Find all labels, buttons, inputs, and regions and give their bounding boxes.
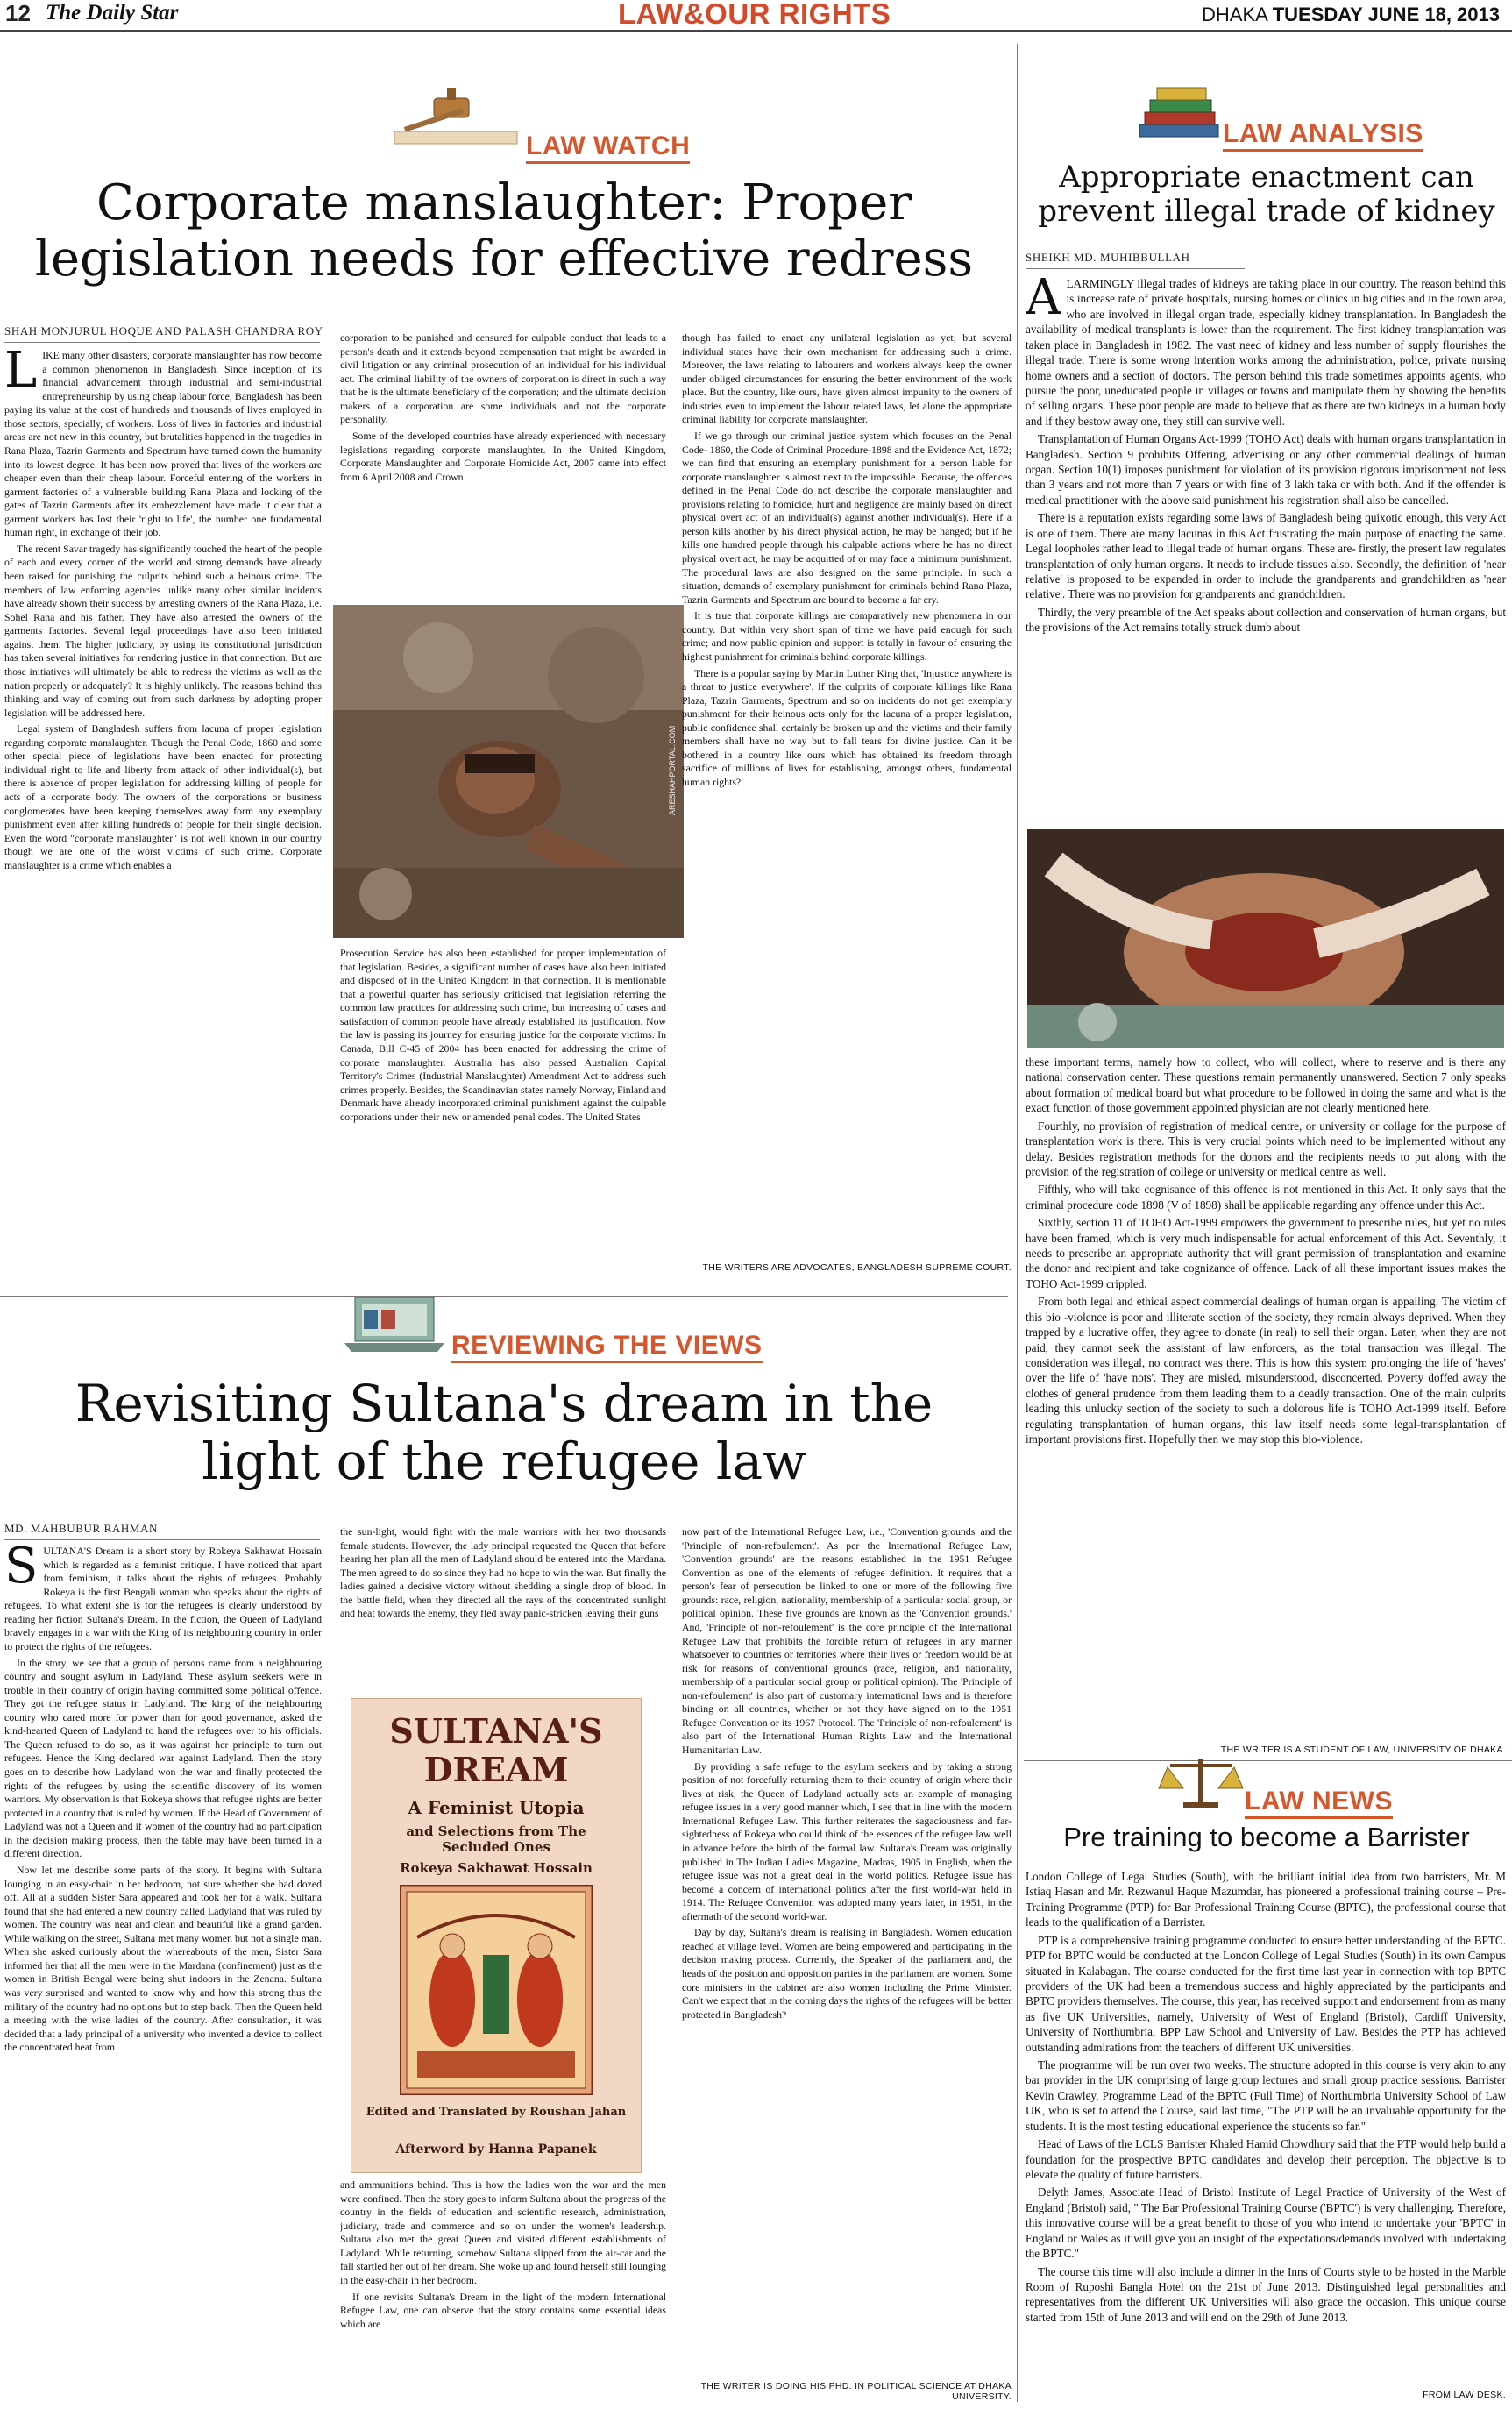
reviewing-col-3 xyxy=(682,1525,1012,2377)
paragraph: The recent Savar tragedy has significantly touched the heart of the people of each and every corner of the world and strong demands have already been raised for punishing the culprits behind such a heinous crime. The members of law enforcing agencies unlike many other similar incidents have already shown their success by arresting owners of the Rana Plaza, i.e. Sohel Rana and his father. They have also arrested the owners of the garments factories. Several legal proceedings have also been initiated against them. The higher judiciary, by using its constitutional jurisdiction has taken several initiatives for rendering justice in that connection. But are those initiatives will ultimately be able to redress the victims as well as the nation properly or adequately? It is highly unlikely. The reasons behind this thinking and way of coming out from such darkness by adopting proper legislation will be addressed here. xyxy=(4,542,322,719)
dateline xyxy=(1202,4,1500,26)
law-watch-headline: Corporate manslaughter: Proper legislation needs for effective redress xyxy=(34,174,974,288)
paragraph: the sun-light, would fight with the male warriors with her two thousands female students. However, the lady principal requested the Queen that before hearing her plan all the men of Ladyland should be entered into the Mardana. The men agreed to do so since they had no hope to win the war. But finally the ladies gained a decisive victory without shedding a single drop of blood. In the battle field, when they directed all the rays of the concentrated sunlight and heat towards the enemy, they fled away panic-stricken leaving their guns xyxy=(340,1525,666,1620)
paragraph: From both legal and ethical aspect commercial dealings of human organ is appalling. The victim of this bio -violence is poor and illiterate section of the society, they remain always deprived. When they trapped by a lucrative offer, they agree to donate (in real) to sell their organ. Later, when they are not paid, they cannot seek the assistant of law enforcers, as the total transaction was illegal. The consideration was illegal, no contract was there. This is how this system prolonging the life of 'haves' over the life of 'have nots'. They are misled, misunderstood, disconcerted. Poverty doffed away the clothes of general prudence from them leading them to a deadly transaction. One of the main culprits leading this unlucky section of the society to such a dolorous life is TOHO Act-1999 itself. Before regulating transplantation of human organs, this law itself needs some legal-transplantation of important provisions first. Hopefully then we may stop this bio-violence. xyxy=(1026,1295,1506,1446)
book-subtitle: A Feminist Utopia xyxy=(408,1797,585,1818)
dateline-city: DHAKA xyxy=(1202,4,1267,25)
paragraph: LARMINGLY illegal trades of kidneys are taking place in our country. The reason behind this is increase rate of private hospitals, nursing homes or clinics in big cities and in the town area, who are involved in illegal organ trade, especially kidney transplantation. In Bangladesh the availability of medical transplants is lower than the requirement. The first kidney transplantation was taken place in Bangladesh in 1982. The vast need of kidney and less number of supply flourishes the illegal trade. There is some wrong intention works among the administration, police, private nursing home owners and a section of doctors. The person behind this trade sometimes appoints agents, who pursue the poor, uneducated people in villages or towns and manipulate them by showing the benefits of selling organs. These poor people are made to believe that as there are two kidneys in a human body and if they bestow away one, they still can survive well. xyxy=(1026,277,1506,428)
book-cover xyxy=(351,1698,642,2173)
surgery-photo xyxy=(1027,829,1504,1048)
paragraph: By providing a safe refuge to the asylum seekers and by taking a strong position of not forcefully returning them to their country of origin where their lives at risk, the Queen of Ladyland actually sets an example of managing refugee issues in a very good manner which, I see that in line with the modern International Refugee Law. This further reiterates the sagaciousness and far-sightedness of Rokeya who could think of the essences of the refugee law well in advance before the birth of the formal law. Sultana's Dream was originally published in The Indian Ladies Magazine, Madras, 1905 in English, when the refugee issue was not a great deal in the world politics. Refugee issue has become a concern of international politics after the first world-war held in 1914. The Refugee Convention was adopted many years later, in 1951, in the aftermath of the second world-war. xyxy=(682,1759,1012,1922)
book-afterword: Afterword by Hanna Papanek xyxy=(395,2143,597,2157)
paragraph: PTP is a comprehensive training programme conducted to ensure better understanding of the BPTC. PTP for BPTC would be conducted at the London College of Legal Studies (South) in its own Campus situated in Kalabagan. The course conducted for the first time last year in connection with top BPTC providers of the UK had been a tremendous success and highly appreciated by the participants and BPTC providers themselves. The course, this year, has received support and endorsement from as many as five UK Universities, namely, University of West of England (Bristol), Cardiff University, University of Northumbria, BPP Law School and University of Law. Besides the PTP has achieved outstanding admirations from the teachers of different UK universities. xyxy=(1026,1933,1506,2054)
books-icon xyxy=(1131,81,1227,151)
byline-rule xyxy=(1026,268,1245,269)
page-header xyxy=(0,0,1512,32)
law-news-headline: Pre training to become a Barrister xyxy=(1063,1822,1470,1852)
laptop-books-icon xyxy=(337,1289,451,1359)
paragraph: London College of Legal Studies (South), with the brilliant initial idea from two barristers, Mr. M Istiaq Hasan and Mr. Rezwanul Haque Mazumdar, has pioneered a professional training course – Pre-Training Programme (PTP) for Bar Professional Training Course (BPTC), the professional course that leads to the qualification of a Barrister. xyxy=(1026,1870,1506,1929)
paragraph: Transplantation of Human Organs Act-1999 (TOHO Act) deals with human organs transplantation in Bangladesh. Section 9 prohibits Offering, advertising or any other commercial dealings of human organ. Section 10(1) imposes punishment for violation of its provision rigorous imprisonment not less than 3 years and not more than 7 years or with fine of 3 lakh taka or with both. And if the offender is medical practitioner with the above said punishment his registration shall also be cancelled. xyxy=(1026,432,1506,507)
gavel-icon xyxy=(386,79,526,149)
byline-rule xyxy=(4,1539,320,1540)
law-watch-kicker: LAW WATCH xyxy=(526,131,690,164)
paragraph: There is a popular saying by Martin Luther King that, 'Injustice anywhere is a threat to justice everywhere'. If the culprits of corporate killings like Rana Plaza, Tazrin Garments, Spectrum and so on incidents do not get exemplary punishment for their heinous acts only for the lacuna of a proper legislation, public confidence shall certainly be broken up and the victims and their family members shall have no way but to fall tears for divine justice. Can it be bothered in a country like ours which has obtained its freedom through sacrifice of millions of lives for establishing, amongst others, fundamental human rights? xyxy=(682,666,1012,788)
law-analysis-top xyxy=(1026,276,1506,820)
law-watch-credit: THE WRITERS ARE ADVOCATES, BANGLADESH SUPREME COURT. xyxy=(702,1262,1012,1273)
paragraph: Now let me describe some parts of the story. It begins with Sultana lounging in an easy-chair in her bedroom, not sure whether she had dozed off. All at a sudden Sister Sara appeared and took her for a walk. Sultana found that she had entered a new country called Ladyland that was ruled by women. The country was neat and clean and beautiful like a grand garden. While walking on the street, Sultana met many women but not a single man. When she asked curiously about the whereabouts of the men, Sister Sara informed her that all the men were in the Mardana (confinement) just as the women in British Bengal were being shut indoors in the Zenana. Sultana was very surprised and wanted to know why and how this strong thus the military of the country had no options but to step back. Then the Queen held a meeting with the wise ladies of the country. After consultation, it was decided that a lady principal of a university who invented a device to collect the concentrated heat from xyxy=(4,1863,322,2054)
paragraph: The course this time will also include a dinner in the Inns of Courts style to be hosted in the Marble Room of Ruposhi Bangla Hotel on the 21st of June 2013. Distinguished legal personalities and representatives from the different UK Universities will also grace the occasion. This unique course started from 15th of June 2013 and will end on the 29th of June 2013. xyxy=(1026,2264,1506,2324)
law-watch-col-1 xyxy=(4,349,322,1287)
reviewing-col-2-top xyxy=(340,1525,666,1692)
page-number: 12 xyxy=(5,0,31,26)
photo-credit: ARESHAHPORTAL.COM xyxy=(668,725,677,815)
book-author: Rokeya Sakhawat Hossain xyxy=(400,1860,593,1876)
book-illustration xyxy=(400,1885,593,2095)
paragraph: If we go through our criminal justice system which focuses on the Penal Code- 1860, the Code of Criminal Procedure-1898 and the Evidence Act, 1872; we can find that ensuring an exemplary punishment for a person liable for corporate manslaughter is almost next to the impossible. Because, the offences defined in the Penal Code do not describe the corporate manslaughter and provisions relating to homicide, hurt and negligence are mainly based on direct physical overt act of an individual(s) against another individual(s). Here if a person kills another by his direct physical action, he may be hanged; but if he kills one hundred people through his culpable actions where he has no direct physical overt act, he may be acquitted of or may face a minimum punishment. The procedural laws are also designed on the same principle. In such a situation, demands of exemplary punishment for criminals behind Rana Plaza, Tazrin Garments and Spectrum are bound to become a far cry. xyxy=(682,429,1012,606)
paragraph: It is true that corporate killings are comparatively new phenomena in our country. But within very short span of time we have paid enough for such crime; and now public opinion and support is totally in favour of ensuring the highest punishment for criminals behind corporate killings. xyxy=(682,609,1012,663)
paragraph: now part of the International Refugee Law, i.e., 'Convention grounds' and the 'Principle of non-refoulement'. As per the International Refugee Law, 'Convention grounds' are the reasons established in the 1951 Refugee Convention as one of the elements of refugee definition. It requires that a person's fear of persecution be linked to one or more of the following five grounds: race, religion, nationality, membership of a particular social group, or political opinion. These five grounds are known as the 'Convention grounds.' And, 'Principle of non-refoulement' is the core principle of the International Refugee Law that prohibits the forcible return of refugees in any manner whatsoever to countries or territories where their lives or freedom would be at risk for reasons of conventional grounds (race, religion, and nationality, membership of a particular social group or political opinion). The 'Principle of non-refoulement' is also part of customary international laws and is therefore binding on all countries, whether or not they have signed on to the 1951 Refugee Convention or its 1967 Protocol. The 'Principle of non-refoulement' is also part of the International Human Rights Law and the International Humanitarian Law. xyxy=(682,1525,1012,1756)
law-analysis-credit: THE WRITER IS A STUDENT OF LAW, UNIVERSITY OF DHAKA. xyxy=(1220,1745,1506,1755)
dateline-date: TUESDAY JUNE 18, 2013 xyxy=(1272,4,1500,25)
law-analysis-kicker: LAW ANALYSIS xyxy=(1223,119,1423,152)
book-title-line2: DREAM xyxy=(423,1750,569,1789)
byline-rule xyxy=(4,342,320,343)
reviewing-byline: MD. MAHBUBUR RAHMAN xyxy=(4,1522,159,1535)
paragraph: If one revisits Sultana's Dream in the light of the modern International Refugee Law, one can observe that the story contains some essential ideas which are xyxy=(340,2290,666,2330)
reviewing-col-2-bottom xyxy=(340,2178,666,2398)
reviewing-credit: THE WRITER IS DOING HIS PHD. IN POLITICAL SCIENCE AT DHAKA UNIVERSITY. xyxy=(700,2381,1012,2402)
paragraph: Thirdly, the very preamble of the Act speaks about collection and conservation of human organs, but the provisions of the Act remains totally struck dumb about xyxy=(1026,605,1506,635)
paragraph: IKE many other disasters, corporate manslaughter has now become a common phenomenon in Bangladesh. Since inception of its financial advancement through industrial and semi-industrial entrepreneurship by using cheap labour force, Bangladesh has been paying its value at the cost of hundreds and thousands of lives employed in those sectors, specially, of workers. Loss of lives in factories and industrial areas are not new in this country, but brutalities happened in the tragedies in Rana Plaza, Tazrin Garments and Spectrum have turned down the humanity into its lowest degree. It has been now proved that lives of the workers are cheaper even than their cheap labour. Forceful entering of the workers in garment factories of a vulnerable building Rana Plaza and locking of the gates of Tazrin Garments after its embezzlement have made it clear that a garment workers has lost their 'right to life', the number one fundamental human right, in exchange of their job. xyxy=(4,349,322,539)
paragraph: Some of the developed countries have already experienced with necessary legislations regarding corporate manslaughter. In the United Kingdom, Corporate Manslaughter and Corporate Homicide Act, 2007 came into effect from 6 April 2008 and Crown xyxy=(340,429,666,483)
reviewing-col-1 xyxy=(4,1545,322,2400)
paragraph: though has failed to enact any unilateral legislation as yet; but several individual states have their own mechanism for addressing such a crime. Moreover, the laws relating to labourers and workers always keep the owner under obliged circumstances for ensuring the better environment of the work place. But the country, like ours, have given almost impunity to the owners of industries even to implement the labour related laws, let alone the appropriate criminal liability for corporate manslaughter. xyxy=(682,331,1012,426)
paragraph: Delyth James, Associate Head of Bristol Institute of Legal Practice of University of the West of England (Bristol) said, " The Bar Professional Training Course ('BPTC') is very challenging. Therefore, this innovative course will be a great benefit to those of you who intend to undertake your 'BPTC' in England or Wales as it will give you an insight of the expectations/demands involved with undertaking the BPTC." xyxy=(1026,2185,1506,2261)
law-news-credit: FROM LAW DESK. xyxy=(1423,2390,1506,2400)
drop-cap: S xyxy=(4,1545,39,1595)
paragraph: corporation to be punished and censured for culpable conduct that leads to a person's death and it extends beyond compensation that might be awarded in civil litigation or any criminal prosecution of an individual for his individual act. The criminal liability of the owners of corporation is direct in such a way that he is the ultimate beneficiary of the corporation; and the ultimate decision makers of a corporation are some individuals and not the corporate personality. xyxy=(340,331,666,426)
paragraph: Day by day, Sultana's dream is realising in Bangladesh. Women education reached at village level. Women are being empowered and participating in the decision making process. Currently, the Speaker of the parliament and, the heads of the position and opposition parties in the parliament are women. Some core ministers in the cabinet are also women including the Prime Minister. Can't we expect that in the coming days the rights of the refugees will be better protected in Bangladesh? xyxy=(682,1926,1012,2021)
drop-cap: L xyxy=(4,349,38,399)
paragraph: The programme will be run over two weeks. The structure adopted in this course is very akin to any bar provider in the UK comprising of large group lectures and small group practice sessions. Barrister Kevin Crawley, Programme Lead of the BPTC (Full Time) of Northumbria University School of Law UK, who is set to attend the Course, said last time, "The PTP will be an invaluable opportunity for the students. It is the most testing educational experience the students so far." xyxy=(1026,2058,1506,2133)
book-subtitle-2: and Selections from The Secluded Ones xyxy=(406,1823,586,1855)
law-watch-col-2-bottom xyxy=(340,947,666,1289)
paragraph: Head of Laws of the LCLS Barrister Khaled Hamid Chowdhury said that the PTP would help build a foundation for the prospective BPTC candidates and develop their perception. The objective is to elevate the quality of future barristers. xyxy=(1026,2137,1506,2182)
reviewing-kicker: REVIEWING THE VIEWS xyxy=(451,1331,763,1363)
law-news-kicker: LAW NEWS xyxy=(1245,1787,1393,1819)
paragraph: Prosecution Service has also been established for proper implementation of that legislation. Besides, a significant number of cases have also been initiated and disposed of in the United Kingdom in that connection. It is mentionable that a powerful quarter has seriously criticised that legislation referring the common law practices for addressing such crime, but increasing of cases and satisfaction of common people have already established its justification. Now the law is passing its journey for ensuring justice for the corporate victims. In Canada, Bill C-45 of 2004 has been enacted for addressing the crime of corporate manslaughter. Australia has also passed Australian Capital Territory's Crimes (Industrial Manslaughter) Amendment Act to address such crimes properly. Besides, the Scandinavian states namely Norway, Finland and Denmark have already incorporated criminal punishment against the culpable corporations under their new or amended penal codes. The United States xyxy=(340,947,666,1123)
law-analysis-bottom xyxy=(1026,1055,1506,1738)
book-editor: Edited and Translated by Roushan Jahan xyxy=(366,2106,627,2119)
law-watch-byline: SHAH MONJURUL HOQUE AND PALASH CHANDRA ROY xyxy=(4,324,323,338)
section-rule xyxy=(0,1296,1008,1297)
reviewing-headline: Revisiting Sultana's dream in the light of the refugee law xyxy=(75,1374,933,1492)
section-title: LAW&OUR RIGHTS xyxy=(618,0,891,30)
paragraph: Fifthly, who will take cognisance of this offence is not mentioned in this Act. It only says that the criminal procedure code 1898 (V of 1898) shall be applicable regarding any offence under this Act. xyxy=(1026,1183,1506,1212)
paragraph: Legal system of Bangladesh suffers from lacuna of proper legislation regarding corporate manslaughter. Though the Penal Code, 1860 and some other special piece of legislations have been enacted for protecting individual right to life and liberty from attack of other individual(s), but there is absence of proper legislation for addressing killing of people for acts of a corporate body. The owners of the corporations or business conglomerates have been keeping themselves away form any exemplary punishment even after killing hundreds of people for their single decision. Even the word "corporate manslaughter" is not well known in our country though we are one of the worst victims of such crime. Corporate manslaughter is a crime which enables a xyxy=(4,722,322,871)
section-rule xyxy=(1024,1760,1512,1761)
drop-cap: A xyxy=(1026,276,1061,326)
paragraph: In the story, we see that a group of persons came from a neighbouring country and sought asylum in Ladyland. These asylum seekers were in trouble in their country of origin having committed some political offence. They got the refugee status in Ladyland. The king of the neighbouring country who cared more for power than for good governance, asked the kind-hearted Queen of Ladyland to hand the refugees over to his officials. The Queen refused to do so, as it was against her principle to turn out refugees. Hence the King declared war against Ladyland. Then the story goes on to describe how Ladyland won the war and finally protected the rights of the refugees by using the scientific discovery of its women warriors. My observation is that Rokeya shows that refugee rights are better protected in a country that is ruled by women. If the Head of Government of Ladyland was not a Queen and if women of the country had no participation in the decision making process, then the table may have been turned in a different direction. xyxy=(4,1656,322,1860)
law-watch-col-3 xyxy=(682,331,1012,1243)
masthead-logo: The Daily Star xyxy=(46,1,179,25)
paragraph: ULTANA'S Dream is a short story by Rokeya Sakhawat Hossain which is regarded as a feminist critique. I have noticed that apart from feminism, it talks about the rights of refugees. Probably Rokeya is the first Bengali woman who speaks about the rights of refugees. To what extent she is for the refugees is clearly understood by reading her fiction Sultana's Dream. In the fiction, the Queen of Ladyland bravely engages in a war with the King of its neighbouring country in order to protect the rights of the refugees. xyxy=(4,1545,322,1652)
law-news-body xyxy=(1026,1869,1506,2384)
rescue-photo xyxy=(333,605,684,938)
law-analysis-headline: Appropriate enactment can prevent illegal trade of kidney xyxy=(1038,160,1495,229)
paragraph: There is a reputation exists regarding some laws of Bangladesh being quixotic enough, this very Act is one of them. There are many lacunas in this Act frustrating the main purpose of enacting the same. Legal loopholes rather lead to illegal trade of human organs. These are- firstly, the present law regulates transplantation of only human organs. It needs to include tissues also. Secondly, the definition of 'near relative' is proposed to be expanded in order to include the grandparents and grandchildren as 'near relative'. There was no provision for grandparents and grandchildren. xyxy=(1026,511,1506,601)
law-analysis-byline: SHEIKH MD. MUHIBBULLAH xyxy=(1026,251,1190,264)
paragraph: these important terms, namely how to collect, who will collect, where to reserve and is there any national conservation center. These questions remain permanently unanswered. Section 7 only speaks about formation of medical board but what procedure to be followed in doing the same and what is the exact function of those government appointed physician are not clearly mentioned here. xyxy=(1026,1055,1506,1115)
law-watch-col-2-top xyxy=(340,331,666,594)
paragraph: Fourthly, no provision of registration of medical centre, or university or collage for the purpose of transplantation work is there. This is very crucial points which need to be implemented without any delay. Besides registration methods for the donors and the recipients needs to put along with the provision of the registration of college or university or medical centre as well. xyxy=(1026,1119,1506,1178)
scales-icon xyxy=(1157,1753,1245,1809)
column-divider xyxy=(1017,44,1018,2402)
book-title-line1: SULTANA'S xyxy=(389,1711,603,1751)
paragraph: and ammunitions behind. This is how the ladies won the war and the men were confined. Then the story goes to inform Sultana about the progress of the country in the fields of education and scientific research, administration, judiciary, trade and commerce and so on under the women's leadership. Sultana also met the great Queen and visited different establishments of Ladyland. While returning, somehow Sultana slipped from the air-car and the fall startled her out of her dream. She woke up and found herself still lounging in the easy-chair in her bedroom. xyxy=(340,2178,666,2286)
paragraph: Sixthly, section 11 of TOHO Act-1999 empowers the government to prescribe rules, but yet no rules have been framed, which is very much indispensable for actual enforcement of this Act. Seventhly, it needs to prescribe an appropriate authority that will grant permission of transplantation and examine the donor and recipient and take cognizance of offence. Lack of all these important issues makes the TOHO Act-1999 crippled. xyxy=(1026,1216,1506,1290)
